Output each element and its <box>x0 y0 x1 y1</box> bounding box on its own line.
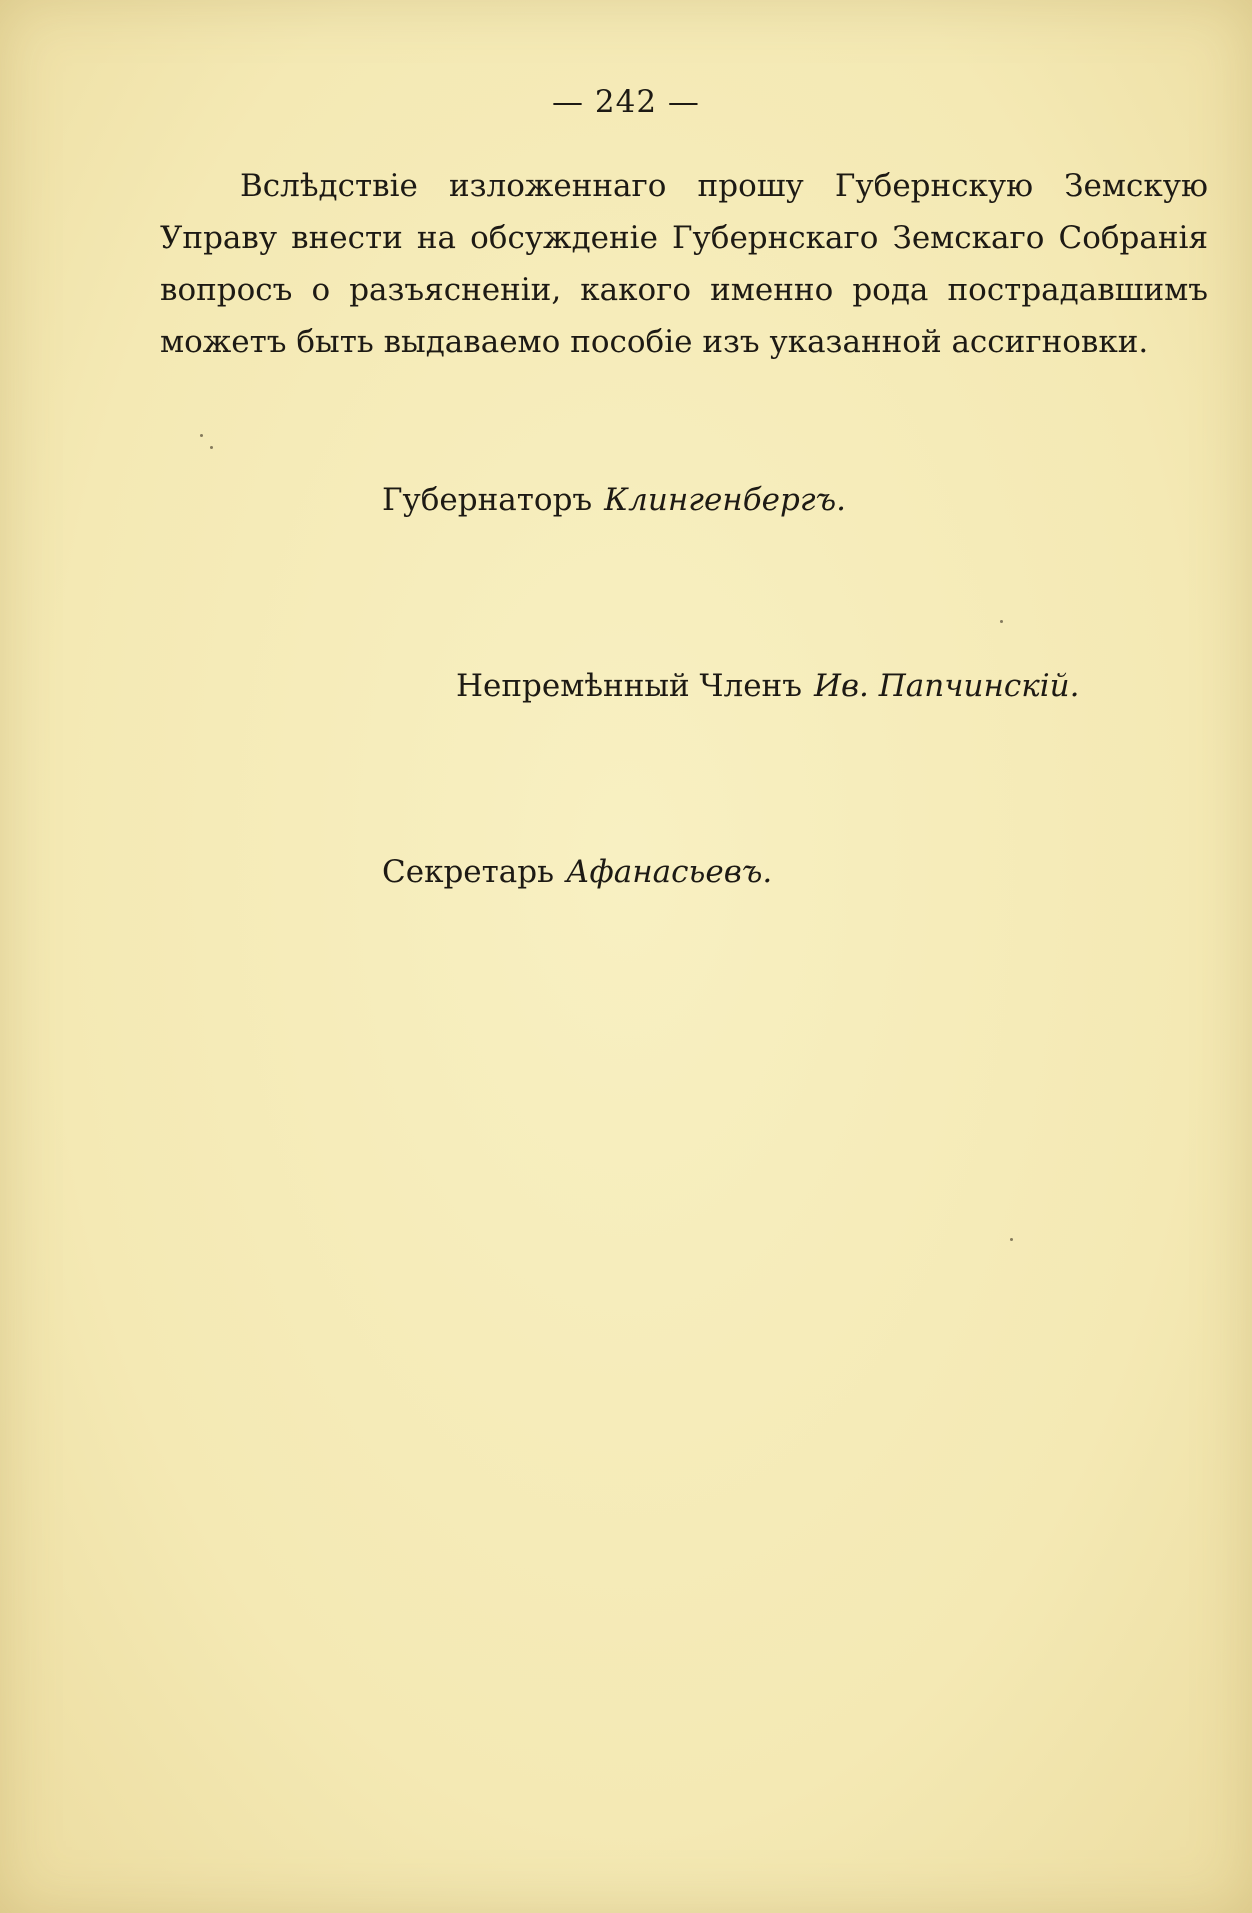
secretary-name: Афанасьевъ. <box>565 854 773 890</box>
page-number: — 242 — <box>552 84 700 120</box>
body-paragraph: Вслѣдствіе изложеннаго прошу Губернскую Земскую Управу внести на обсужденіе Губернскаго Земскаго Собранія вопросъ о разъясненіи, какого именно рода пострадавшимъ можетъ быть выдаваемо пособіе изъ указанной ассигновки. <box>160 168 1208 360</box>
governor-title: Губернаторъ <box>382 482 593 518</box>
permanent-member-signature <box>456 668 1079 704</box>
paper-speck <box>1000 620 1003 623</box>
paper-speck <box>200 434 203 437</box>
body-text <box>160 160 1208 368</box>
paper-speck <box>1010 1238 1013 1241</box>
secretary-signature <box>382 854 772 890</box>
secretary-title: Секретарь <box>382 854 554 890</box>
governor-signature <box>382 482 846 518</box>
paper-speck <box>210 446 213 449</box>
governor-name: Клингенбергъ. <box>604 482 846 518</box>
permanent-member-name: Ив. Папчинскій. <box>813 668 1080 704</box>
permanent-member-title: Непремѣнный Членъ <box>456 668 802 704</box>
